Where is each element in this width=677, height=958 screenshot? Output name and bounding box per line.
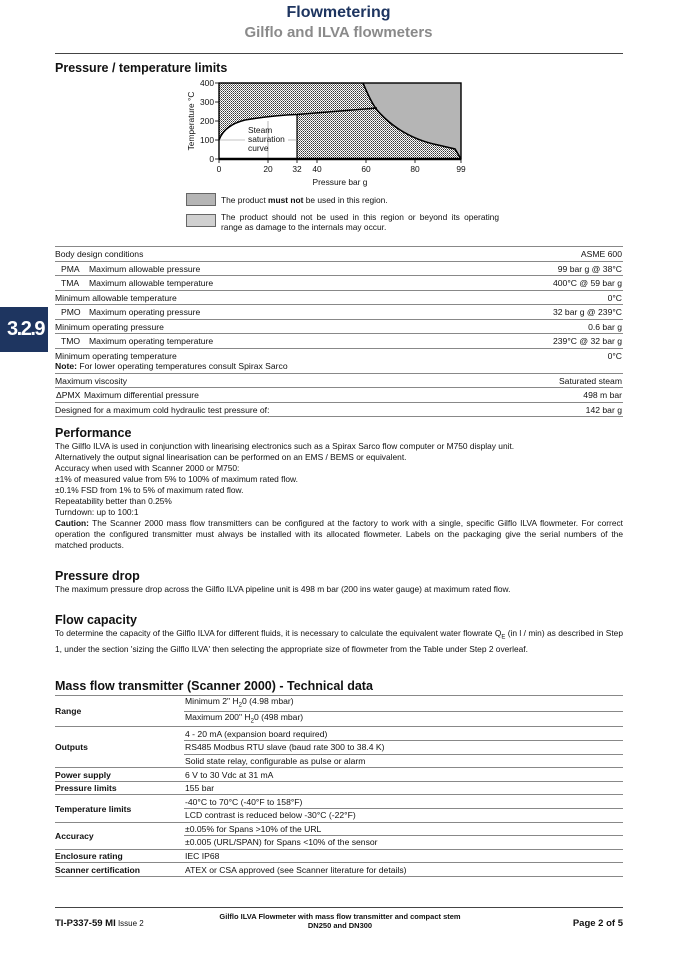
table-row: Minimum operating pressure 0.6 bar g bbox=[55, 319, 623, 334]
flow-capacity-heading: Flow capacity bbox=[55, 613, 137, 627]
svg-text:40: 40 bbox=[312, 164, 322, 174]
footer-divider bbox=[55, 907, 623, 908]
table-row: RS485 Modbus RTU slave (baud rate 300 to 38.4 K) bbox=[55, 741, 623, 755]
table-row: Enclosure rating IEC IP68 bbox=[55, 849, 623, 863]
performance-heading: Performance bbox=[55, 426, 132, 440]
table-row: Power supply 6 V to 30 Vdc at 31 mA bbox=[55, 768, 623, 782]
table-row: Range Minimum 2" $H_20$ (4.98 mbar) bbox=[55, 696, 623, 712]
svg-text:Pressure bar g: Pressure bar g bbox=[312, 177, 368, 187]
pressure-drop-text: The maximum pressure drop across the Gilflo ILVA pipeline unit is 498 m bar (200 ins water gauge) at maximum rated flow. bbox=[55, 584, 511, 594]
performance-text: The Gilflo ILVA is used in conjunction with linearising electronics such as a Spirax Sarco flow computer or M750 display unit. Alternatively the output signal linearisation can be performed on an EMS / BEMS or equivalent. Accuracy when used with Scanner 2000 or M750: ±1% of measured value from 5% to 100% of maximum rated flow. ±0.1% FSD from 1% to 5% of maximum rated flow. Repeatability better than 0.25% Turndown: up to 100:1 Caution: The Scanner 2000 mass flow transmitters can be configured at the factory to work with a single, specific Gilflo ILVA flowmeter. For correct operation the configured transmitter must always be installed with its allocated flowmeter. Labels on the packaging give the serial numbers of the matched products. bbox=[55, 441, 623, 550]
table-row: PMO Maximum operating pressure 32 bar g @ 239°C bbox=[55, 304, 623, 319]
table-row: Maximum 200" $H_20$ (498 mbar) bbox=[55, 711, 623, 727]
pressure-drop-heading: Pressure drop bbox=[55, 569, 140, 583]
legend-must-not bbox=[186, 193, 506, 207]
svg-text:Steam: Steam bbox=[248, 125, 273, 135]
svg-text:200: 200 bbox=[200, 116, 214, 126]
table-row: TMA Maximum allowable temperature 400°C @ 59 bar g bbox=[55, 275, 623, 290]
section-tab-label: 3.2.9 bbox=[7, 318, 44, 340]
table-row: LCD contrast is reduced below -30°C (-22°F) bbox=[55, 809, 623, 823]
table-row: Minimum operating temperature Note: For lower operating temperatures consult Spirax Sarco 0°C bbox=[55, 348, 623, 373]
section-tab bbox=[0, 307, 48, 352]
svg-text:99: 99 bbox=[456, 164, 466, 174]
svg-text:100: 100 bbox=[200, 135, 214, 145]
svg-text:80: 80 bbox=[410, 164, 420, 174]
document-title: Flowmetering bbox=[286, 4, 391, 21]
legend-should-not-text: The product should not be used in this region or beyond its operating range as damage to the internals may occur. bbox=[221, 212, 499, 232]
doc-id: TI-P337-59 MI Issue 2 bbox=[55, 918, 144, 929]
footer-description: Gilflo ILVA Flowmeter with mass flow transmitter and compact stem DN250 and DN300 bbox=[219, 912, 461, 930]
svg-text:0: 0 bbox=[216, 164, 222, 174]
page-number: Page 2 of 5 bbox=[572, 918, 623, 929]
table-row: Temperature limits -40°C to 70°C (-40°F to 158°F) bbox=[55, 795, 623, 809]
flow-capacity-text: To determine the capacity of the Gilflo ILVA for different fluids, it is necessary to calculate the equivalent water flowrate $Q_E$ (in l / min) as described in Step 1, under the section 'sizing the Gilflo ILVA' then selecting the appropriate size of flowmeter from the Table under Step 2 overleaf. bbox=[55, 628, 623, 654]
table-row: Minimum allowable temperature 0°C bbox=[55, 290, 623, 305]
caution-text: Caution: The Scanner 2000 mass flow transmitters can be configured at the factory to work with a single, specific Gilflo ILVA flowmeter. For correct operation the configured transmitter must always be installed with its allocated flowmeter. Labels on the packaging give the serial numbers of the matched products. bbox=[55, 518, 623, 550]
table-row: PMA Maximum allowable pressure 99 bar g @ 38°C bbox=[55, 261, 623, 276]
table-row: Outputs 4 - 20 mA (expansion board required) bbox=[55, 727, 623, 741]
svg-text:60: 60 bbox=[361, 164, 371, 174]
dotted-swatch bbox=[186, 214, 216, 227]
table-row: ±0.005 (URL/SPAN) for Spans <10% of the sensor bbox=[55, 836, 623, 850]
scanner-technical-table bbox=[55, 695, 623, 877]
table-row: Body design conditions ASME 600 bbox=[55, 246, 623, 261]
table-row: TMO Maximum operating temperature 239°C @ 32 bar g bbox=[55, 333, 623, 348]
pt-limits-chart bbox=[183, 77, 473, 192]
table-row: ΔPMX Maximum differential pressure 498 m bar bbox=[55, 387, 623, 402]
svg-text:saturation: saturation bbox=[248, 134, 285, 144]
svg-text:300: 300 bbox=[200, 97, 214, 107]
legend-should-not bbox=[186, 212, 506, 234]
svg-text:0: 0 bbox=[209, 154, 214, 164]
svg-text:32: 32 bbox=[292, 164, 302, 174]
svg-text:Temperature °C: Temperature °C bbox=[186, 91, 196, 151]
grey-swatch bbox=[186, 193, 216, 206]
table-row: Accuracy ±0.05% for Spans >10% of the URL bbox=[55, 822, 623, 836]
table-row: Pressure limits 155 bar bbox=[55, 781, 623, 795]
scanner-heading: Mass flow transmitter (Scanner 2000) - Technical data bbox=[55, 679, 373, 693]
svg-text:400: 400 bbox=[200, 78, 214, 88]
table-row: Scanner certification ATEX or CSA approved (see Scanner literature for details) bbox=[55, 863, 623, 877]
table-row: Maximum viscosity Saturated steam bbox=[55, 373, 623, 388]
note: Note: For lower operating temperatures consult Spirax Sarco bbox=[55, 361, 288, 371]
legend-must-not-text: The product must not be used in this region. bbox=[221, 195, 388, 205]
svg-text:curve: curve bbox=[248, 143, 269, 153]
table-row: Solid state relay, configurable as pulse or alarm bbox=[55, 754, 623, 768]
header-divider bbox=[55, 53, 623, 54]
table-row: Designed for a maximum cold hydraulic test pressure of: 142 bar g bbox=[55, 402, 623, 418]
document-subtitle: Gilflo and ILVA flowmeters bbox=[244, 24, 433, 41]
svg-text:20: 20 bbox=[263, 164, 273, 174]
pt-limits-heading: Pressure / temperature limits bbox=[55, 61, 228, 75]
design-conditions-table bbox=[55, 246, 623, 417]
